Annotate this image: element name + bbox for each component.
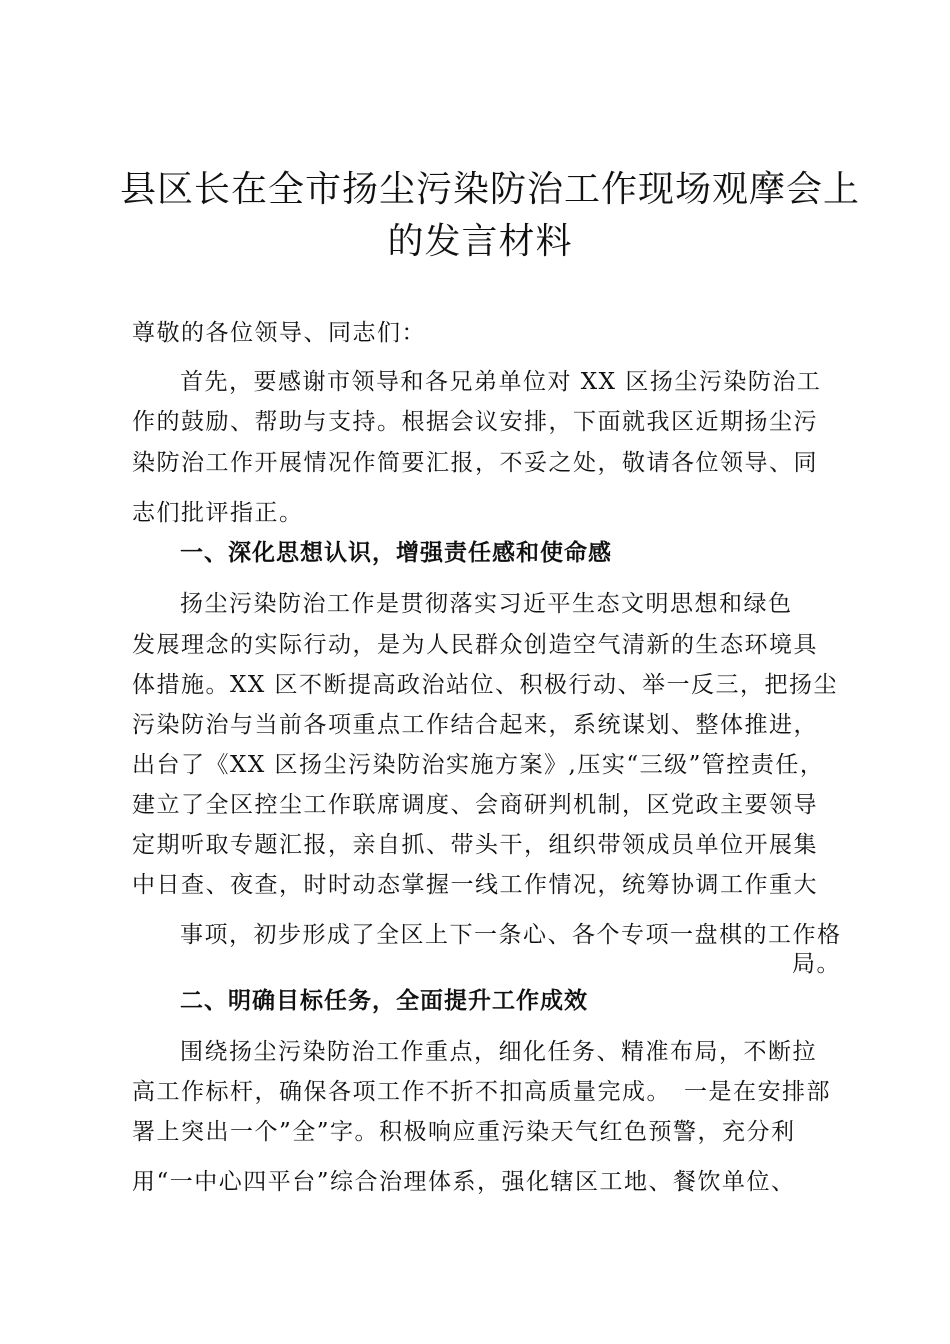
section-2-line-4: 用“一中心四平台”综合治理体系，强化辖区工地、餐饮单位、	[132, 1169, 796, 1195]
salutation: 尊敬的各位领导、同志们：	[132, 320, 426, 346]
section-2-line-2: 高工作标杆，确保各项工作不折不扣高质量完成。 一是在安排部	[132, 1079, 831, 1105]
section-1-line-9: 事项，初步形成了全区上下一条心、各个专项一盘棋的工作格	[180, 922, 842, 948]
document-title-line-2: 的发言材料	[387, 221, 573, 262]
section-2-heading: 二、明确目标任务，全面提升工作成效	[180, 988, 588, 1014]
section-1-line-5: 出台了《XX 区扬尘污染防治实施方案》,压实“三级”管控责任，	[132, 752, 825, 778]
section-1-line-1: 扬尘污染防治工作是贯彻落实习近平生态文明思想和绿色	[180, 591, 793, 617]
section-1-line-6: 建立了全区控尘工作联席调度、会商研判机制，区党政主要领导	[132, 792, 818, 818]
section-1-line-2: 发展理念的实际行动，是为人民群众创造空气清新的生态环境具	[132, 632, 818, 658]
document-title-line-1: 县区长在全市扬尘污染防治工作现场观摩会上	[120, 169, 861, 210]
section-1-line-10: 局。	[792, 951, 841, 977]
section-1-line-7: 定期听取专题汇报，亲自抓、带头干，组织带领成员单位开展集	[132, 832, 818, 858]
section-1-heading: 一、深化思想认识，增强责任感和使命感	[180, 540, 612, 566]
section-1-line-8: 中日查、夜查，时时动态掌握一线工作情况，统筹协调工作重大	[132, 872, 818, 898]
section-2-line-1: 围绕扬尘污染防治工作重点，细化任务、精准布局，不断拉	[180, 1039, 817, 1065]
intro-line-4: 志们批评指正。	[132, 500, 304, 526]
section-2-line-3: 署上突出一个”全”字。积极响应重污染天气红色预警，充分利	[132, 1119, 796, 1145]
intro-line-3: 染防治工作开展情况作简要汇报，不妥之处，敬请各位领导、同	[132, 450, 818, 476]
intro-line-1: 首先，要感谢市领导和各兄弟单位对 XX 区扬尘污染防治工	[180, 369, 822, 395]
section-1-line-3: 体措施。XX 区不断提高政治站位、积极行动、举一反三，把扬尘	[132, 672, 839, 698]
intro-line-2: 作的鼓励、帮助与支持。根据会议安排，下面就我区近期扬尘污	[132, 409, 818, 435]
section-1-line-4: 污染防治与当前各项重点工作结合起来，系统谋划、整体推进，	[132, 712, 818, 738]
